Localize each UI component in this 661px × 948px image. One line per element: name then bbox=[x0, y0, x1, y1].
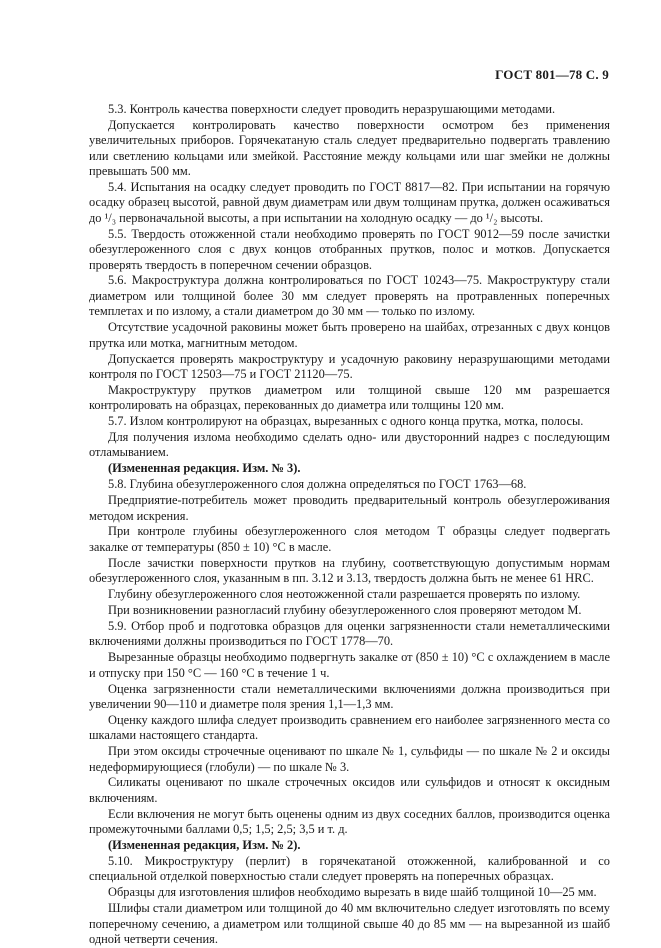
paragraph: Отсутствие усадочной раковины может быть проверено на шайбах, отрезанных с двух концов прутка или мотка, магнитным методом. bbox=[89, 320, 610, 350]
paragraph-5-6: 5.6. Макроструктура должна контролироваться по ГОСТ 10243—75. Макроструктуру стали диаметром или толщиной более 30 мм следует проверять на протравленных поперечных темплетах и по излому, а стали диаметром до 30 мм — только по излому. bbox=[89, 273, 610, 319]
paragraph-5-5: 5.5. Твердость отожженной стали необходимо проверять по ГОСТ 9012—59 после зачистки обезуглероженного слоя с двух концов отобранных прутков, полос и мотков. Допускается проверять твердость в поперечном сечении образцов. bbox=[89, 226, 610, 272]
paragraph: Допускается контролировать качество поверхности осмотром без применения увеличительных приборов. Горячекатаную сталь следует предварительно подвергать травлению или светлению кольцами или змейкой. Расстояние между кольцами или шаг змейки не должны превышать 500 мм. bbox=[89, 117, 610, 179]
paragraph: Предприятие-потребитель может проводить предварительный контроль обезуглероживания методом искрения. bbox=[89, 493, 610, 523]
amendment-note: (Измененная редакция, Изм. № 2). bbox=[108, 838, 301, 853]
paragraph: При возникновении разногласий глубину обезуглероженного слоя проверяют методом М. bbox=[108, 603, 582, 617]
paragraph: После зачистки поверхности прутков на глубину, соответствующую допустимым нормам обезуглероженного слоя, указанным в пп. 3.12 и 3.13, твердость должна быть не менее 61 HRC. bbox=[89, 555, 610, 586]
paragraph: Макроструктуру прутков диаметром или толщиной свыше 120 мм разрешается контролировать на образцах, перекованных до диаметра или толщины 120 мм. bbox=[89, 382, 610, 413]
document-body bbox=[89, 102, 610, 948]
paragraph: Вырезанные образцы необходимо подвергнуть закалке от (850 ± 10) °С с охлаждением в масле и отпуску при 150 °С — 160 °С в течение 1 ч. bbox=[89, 650, 610, 680]
page-header: ГОСТ 801—78 С. 9 bbox=[495, 67, 609, 82]
paragraph: При контроле глубины обезуглероженного слоя методом Т образцы следует подвергать закалке от температуры (850 ± 10) °С в масле. bbox=[89, 524, 610, 554]
paragraph: Если включения не могут быть оценены одним из двух соседних баллов, производится оценка промежуточными баллами 0,5; 1,5; 2,5; 3,5 и т. д. bbox=[89, 806, 610, 837]
paragraph: Глубину обезуглероженного слоя неотожженной стали разрешается проверять по излому. bbox=[108, 587, 581, 602]
paragraph: Силикаты оценивают по шкале строчечных оксидов или сульфидов и относят к оксидным включениям. bbox=[89, 775, 610, 805]
paragraph: При этом оксиды строчечные оценивают по шкале № 1, сульфиды — по шкале № 2 и оксиды недеформирующиеся (глобули) — по шкале № 3. bbox=[89, 744, 610, 774]
paragraph-5-7: 5.7. Излом контролируют на образцах, вырезанных с одного конца прутка, мотка, полосы. bbox=[108, 414, 584, 429]
paragraph: Допускается проверять макроструктуру и усадочную раковину неразрушающими методами контроля по ГОСТ 12503—75 и ГОСТ 21120—75. bbox=[89, 351, 610, 381]
paragraph: Оценку каждого шлифа следует производить сравнением его наиболее загрязненного места со шкалами настоящего стандарта. bbox=[89, 712, 610, 743]
paragraph-5-10: 5.10. Микроструктуру (перлит) в горячекатаной отожженной, калиброванной и со специальной отделкой поверхностью стали следует проверять на поперечных образцах. bbox=[89, 854, 610, 884]
amendment-note: (Измененная редакция. Изм. № 3). bbox=[108, 461, 301, 476]
paragraph: Для получения излома необходимо сделать одно- или двусторонний надрез с последующим отламыванием. bbox=[89, 430, 610, 460]
paragraph-5-8: 5.8. Глубина обезуглероженного слоя должна определяться по ГОСТ 1763—68. bbox=[108, 477, 527, 492]
paragraph: Шлифы стали диаметром или толщиной до 40 мм включительно следует изготовлять по всему поперечному сечению, а диаметром или толщиной свыше 40 до 85 мм — на вырезанной из шайб одной четверти сечения. bbox=[89, 901, 610, 947]
paragraph-5-3: 5.3. Контроль качества поверхности следует проводить неразрушающими методами. bbox=[108, 102, 556, 116]
paragraph-5-9: 5.9. Отбор проб и подготовка образцов для оценки загрязненности стали неметаллическими включениями должны производиться по ГОСТ 1778—70. bbox=[89, 618, 610, 649]
paragraph: Оценка загрязненности стали неметаллическими включениями должна производиться при увеличении 90—110 и диаметре поля зрения 1,1—1,3 мм. bbox=[89, 681, 610, 711]
paragraph: Образцы для изготовления шлифов необходимо вырезать в виде шайб толщиной 10—25 мм. bbox=[108, 885, 597, 900]
paragraph-5-4: 5.4. Испытания на осадку следует проводить по ГОСТ 8817—82. При испытании на горячую осадку образец высотой, равной двум диаметрам или двум толщинам прутка, должен осаживаться до ¹/₃ первоначальной высоты, а при испытании на холодную осадку — до ¹/₂ высоты. bbox=[89, 180, 610, 225]
